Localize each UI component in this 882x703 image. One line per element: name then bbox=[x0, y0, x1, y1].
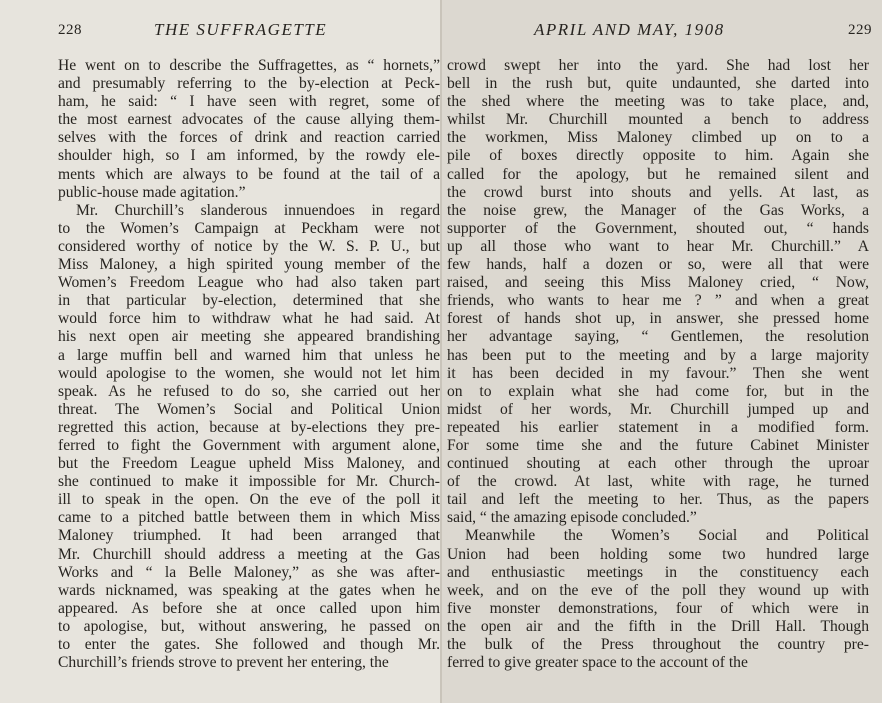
text-line: on to explain what she had come for, but in the bbox=[447, 382, 869, 400]
text-line: but the Freedom League upheld Miss Maloney, and bbox=[58, 455, 440, 473]
text-line: Union had been holding some two hundred large bbox=[447, 545, 869, 563]
text-line: the shed where the meeting was to take place, and, bbox=[447, 93, 869, 111]
left-page-number: 228 bbox=[58, 22, 82, 38]
text-line: has been put to the meeting and by a large majority bbox=[447, 346, 869, 364]
text-line: pile of boxes directly opposite to him. Again she bbox=[447, 147, 869, 165]
text-line: of the crowd. At last, white with rage, he turned bbox=[447, 473, 869, 491]
text-line: would force him to withdraw what he had said. At bbox=[58, 310, 440, 328]
text-line: ham, he said: “ I have seen with regret, some of bbox=[58, 93, 440, 111]
text-line: ferred to fight the Government with argument alone, bbox=[58, 436, 440, 454]
text-line: her advantage saying, “ Gentlemen, the resolution bbox=[447, 328, 869, 346]
text-line: Works and “ la Belle Maloney,” as she was after- bbox=[58, 563, 440, 581]
text-line: ill to speak in the open. On the eve of the poll it bbox=[58, 491, 440, 509]
text-line: He went on to describe the Suffragettes, as “ hornets,” bbox=[58, 57, 440, 74]
text-line: the workmen, Miss Maloney climbed up on to a bbox=[447, 129, 869, 147]
text-line: regretted this action, because at by-elections they pre- bbox=[58, 418, 440, 436]
text-line: Mr. Churchill should address a meeting at the Gas bbox=[58, 545, 440, 563]
text-line: supporter of the Government, shouted out, “ hands bbox=[447, 219, 869, 237]
text-line: called for the apology, but he remained silent and bbox=[447, 165, 869, 183]
text-line: appeared. As before she at once called upon him bbox=[58, 599, 440, 617]
right-running-title: APRIL AND MAY, 1908 bbox=[534, 20, 725, 39]
text-line: For some time she and the future Cabinet Minister bbox=[447, 436, 869, 454]
text-line: raised, and seeing this Miss Maloney cried, “ Now, bbox=[447, 274, 869, 292]
text-line: ferred to give greater space to the account of the bbox=[447, 654, 748, 672]
text-line: the bulk of the Press throughout the country pre- bbox=[447, 636, 869, 653]
text-line: friends, who wants to hear me ? ” and when a great bbox=[447, 292, 869, 310]
text-line: Miss Maloney, a high spirited young member of the bbox=[58, 256, 440, 274]
right-page bbox=[442, 0, 882, 703]
text-line: threat. The Women’s Social and Political Union bbox=[58, 400, 440, 418]
right-page-number: 229 bbox=[848, 22, 872, 38]
text-line: forest of hands shot up, in answer, she pressed home bbox=[447, 310, 869, 328]
text-line: the crowd burst into shouts and yells. At last, as bbox=[447, 183, 869, 201]
text-line: five monster demonstrations, four of which were in bbox=[447, 599, 869, 617]
text-line: the noise grew, the Manager of the Gas Works, a bbox=[447, 201, 869, 219]
text-line: speak. As he refused to do so, she carried out her bbox=[58, 382, 440, 400]
text-line: whilst Mr. Churchill mounted a bench to address bbox=[447, 111, 869, 129]
text-line: selves with the forces of drink and reaction carried bbox=[58, 129, 440, 147]
text-line: up all those who want to hear Mr. Churchill.” A bbox=[447, 237, 869, 255]
text-line: few hands, half a dozen or so, were all that were bbox=[447, 256, 869, 274]
text-line: and enthusiastic meetings in the constituency each bbox=[447, 563, 869, 581]
text-line: shoulder high, so I am informed, by the rowdy ele- bbox=[58, 147, 440, 165]
text-line: Meanwhile the Women’s Social and Political bbox=[465, 527, 869, 545]
text-line: considered worthy of notice by the W. S. P. U., but bbox=[58, 237, 440, 255]
text-line: wards nicknamed, was speaking at the gates when he bbox=[58, 581, 440, 599]
text-line: Mr. Churchill’s slanderous innuendoes in regard bbox=[76, 201, 440, 219]
text-line: continued shouting at each other through the uproar bbox=[447, 455, 869, 473]
text-line: bell in the rush but, quite undaunted, she darted into bbox=[447, 75, 869, 93]
right-page-header bbox=[448, 20, 872, 44]
text-line: his next open air meeting she appeared brandishing bbox=[58, 328, 440, 346]
right-text-column bbox=[447, 57, 869, 672]
text-line: in that particular by-election, determined that she bbox=[58, 292, 440, 310]
left-page-header bbox=[58, 20, 440, 44]
text-line: the most earnest advocates of the cause allying them- bbox=[58, 111, 440, 129]
text-line: she continued to make it impossible for Mr. Church- bbox=[58, 473, 440, 491]
text-line: to apologise, but, without answering, he passed on bbox=[58, 617, 440, 635]
text-line: repeated his earlier statement in a modified form. bbox=[447, 418, 869, 436]
text-line: public-house made agitation.” bbox=[58, 183, 246, 201]
text-line: Churchill’s friends strove to prevent her entering, the bbox=[58, 654, 389, 672]
text-line: tail and left the meeting to her. Thus, as the papers bbox=[447, 491, 869, 509]
text-line: midst of her words, Mr. Churchill jumped up and bbox=[447, 400, 869, 418]
left-running-title: THE SUFFRAGETTE bbox=[154, 20, 328, 39]
text-line: and presumably referring to the by-election at Peck- bbox=[58, 75, 440, 93]
text-line: crowd swept her into the yard. She had lost her bbox=[447, 57, 869, 74]
text-line: the open air and the fifth in the Drill Hall. Though bbox=[447, 617, 869, 635]
text-line: a large muffin bell and warned him that unless he bbox=[58, 346, 440, 364]
text-line: ments which are always to be found at the tail of a bbox=[58, 165, 440, 183]
text-line: came to a pitched battle between them in which Miss bbox=[58, 509, 440, 527]
text-line: said, “ the amazing episode concluded.” bbox=[447, 509, 697, 527]
text-line: to the Women’s Campaign at Peckham were not bbox=[58, 219, 440, 237]
text-line: Women’s Freedom League who had also taken part bbox=[58, 274, 440, 292]
text-line: Maloney triumphed. It had been arranged that bbox=[58, 527, 440, 545]
text-line: it has been decided in my favour.” Then she went bbox=[447, 364, 869, 382]
text-line: week, and on the eve of the poll they wound up with bbox=[447, 581, 869, 599]
text-line: to enter the gates. She followed and though Mr. bbox=[58, 636, 440, 653]
text-line: would apologise to the women, she would not let him bbox=[58, 364, 440, 382]
left-text-column bbox=[58, 57, 440, 672]
